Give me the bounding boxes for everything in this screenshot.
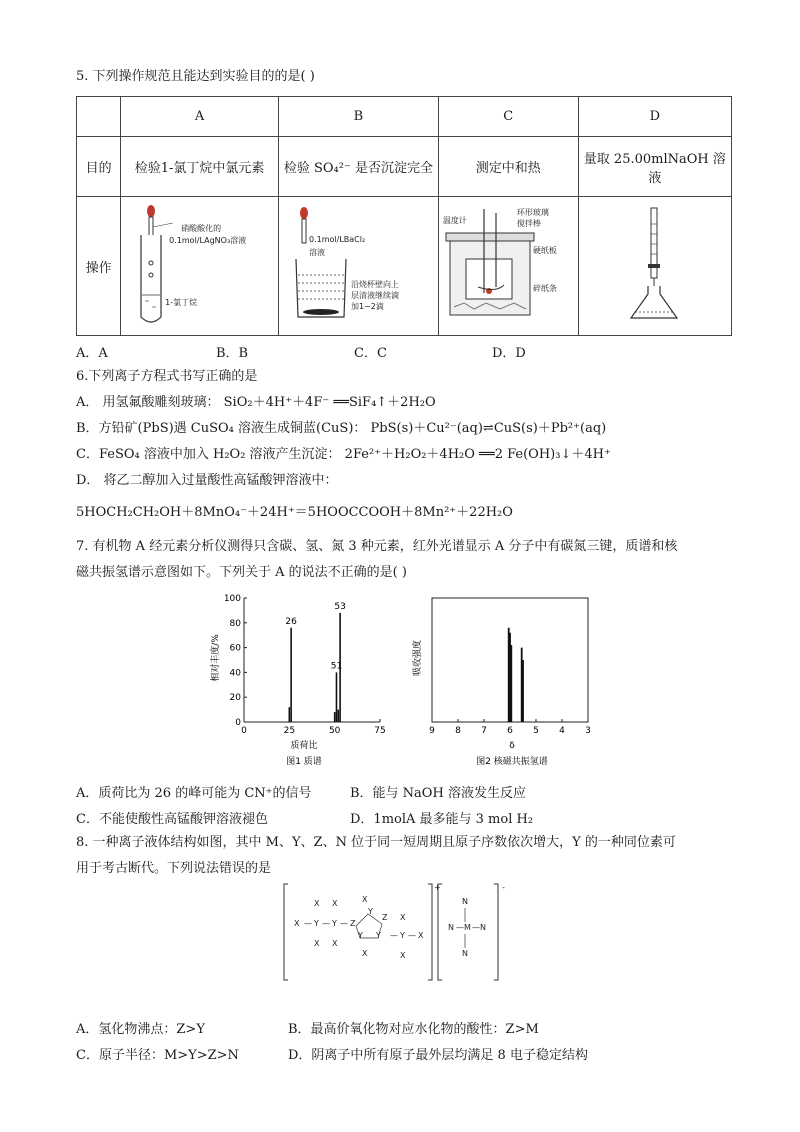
label-b-solution: 溶液	[309, 248, 325, 257]
chart2-x-tick-label: 5	[533, 726, 539, 736]
operation-label: 操作	[77, 197, 121, 336]
chart1-peak-label: 53	[334, 601, 346, 612]
svg-text:X: X	[400, 913, 406, 922]
svg-text:X: X	[314, 939, 320, 948]
q5-option-d: D．D	[492, 346, 526, 361]
chart2-x-tick-label: 9	[429, 726, 435, 736]
q7-stem-line-1: 7. 有机物 A 经元素分析仪测得只含碳、氢、氮 3 种元素，红外光谱显示 A 分子中有碳氮三键，质谱和核	[76, 539, 678, 554]
q5-option-c: C．C	[354, 346, 387, 361]
svg-text:N: N	[462, 897, 468, 906]
mass-spectrum-chart	[204, 588, 394, 768]
svg-text:Y: Y	[332, 919, 337, 928]
q6-option-d: D． 将乙二醇加入过量酸性高锰酸钾溶液中：	[76, 473, 338, 488]
svg-text:—: —	[340, 919, 348, 928]
q6-stem: 6.下列离子方程式书写正确的是	[76, 369, 258, 384]
chart1-y-tick-label: 80	[229, 618, 241, 629]
q7-option-c: C．不能使酸性高锰酸钾溶液褪色	[76, 812, 268, 827]
svg-text:—: —	[322, 919, 330, 928]
svg-text:—: —	[304, 919, 312, 928]
label-c-paper-scraps: 碎纸条	[532, 284, 557, 293]
svg-text:+: +	[434, 883, 441, 892]
q8-option-c: C．原子半径：M>Y>Z>N	[76, 1048, 239, 1063]
svg-text:—: —	[390, 931, 398, 940]
svg-text:X: X	[418, 931, 424, 940]
svg-text:—: —	[456, 923, 464, 932]
svg-text:Z: Z	[382, 913, 388, 922]
label-b-reagent: 0.1mol/LBaCl₂	[309, 235, 366, 244]
svg-text:Y: Y	[400, 931, 405, 940]
q6-option-a: A． 用氢氟酸雕刻玻璃： SiO₂＋4H⁺＋4F⁻ ══SiF₄↑＋2H₂O	[76, 395, 436, 410]
chart1-y-label: 相对丰度/%	[211, 634, 221, 682]
table-header-a: A	[121, 97, 279, 137]
chart1-x-tick-label: 0	[241, 726, 247, 736]
label-a-chlorobutane: 1-氯丁烷	[165, 298, 198, 307]
chart1-x-tick-label: 50	[328, 726, 341, 736]
chart1-y-tick-label: 40	[229, 668, 241, 679]
label-b-step-1: 沿烧杯壁向上	[351, 280, 399, 289]
q7-option-a: A．质荷比为 26 的峰可能为 CN⁺的信号	[76, 786, 312, 801]
label-c-cardboard: 硬纸板	[532, 246, 557, 255]
q8-option-d: D．阴离子中所有原子最外层均满足 8 电子稳定结构	[288, 1048, 588, 1063]
table-header-empty	[77, 97, 121, 137]
q8-stem-line-2: 用于考古断代。下列说法错误的是	[76, 861, 272, 876]
chart1-caption: 图1 质谱	[286, 757, 322, 767]
label-b-step-2: 层清液继续滴	[351, 291, 399, 300]
chart1-y-tick-label: 0	[235, 718, 241, 728]
q7-option-b: B．能与 NaOH 溶液发生反应	[350, 786, 526, 801]
table-header-d: D	[578, 97, 731, 137]
svg-text:X: X	[294, 919, 300, 928]
label-c-thermometer: 温度计	[442, 216, 467, 225]
chart2-x-tick-label: 6	[507, 726, 513, 736]
chart2-x-tick-label: 7	[481, 726, 487, 736]
svg-text:N: N	[462, 949, 468, 958]
operation-d-cell	[578, 197, 731, 336]
q7-stem-line-2: 磁共振氢谱示意图如下。下列关于 A 的说法不正确的是( )	[76, 565, 407, 580]
chart1-peak-label: 26	[285, 616, 297, 627]
purpose-b: 检验 SO₄²⁻ 是否沉淀完全	[279, 137, 439, 197]
test-tube-dropper-illustration	[127, 199, 273, 329]
svg-text:Y: Y	[314, 919, 319, 928]
q6-option-b: B．方铅矿(PbS)遇 CuSO₄ 溶液生成铜蓝(CuS)： PbS(s)＋Cu²⁻(aq)⇌CuS(s)＋Pb²⁺(aq)	[76, 421, 607, 436]
chart1-y-tick-label: 100	[223, 594, 241, 604]
chart2-caption: 图2 核磁共振氢谱	[476, 757, 548, 767]
svg-text:N: N	[448, 923, 454, 932]
svg-text:X: X	[332, 939, 338, 948]
chart2-x-tick-label: 3	[585, 726, 591, 736]
chart1-y-tick-label: 60	[229, 643, 241, 654]
svg-text:-: -	[502, 883, 505, 892]
q5-option-b: B．B	[216, 346, 249, 361]
operation-b-cell	[279, 197, 439, 336]
label-b-step-3: 加1~2滴	[351, 302, 384, 311]
q5-table	[76, 96, 732, 336]
svg-text:Y: Y	[358, 931, 363, 940]
chart1-x-label: 质荷比	[290, 741, 318, 751]
label-a-reagent-1: 硝酸酸化的	[181, 224, 222, 233]
label-c-stirrer-2: 搅拌棒	[516, 219, 541, 228]
svg-text:X: X	[314, 899, 320, 908]
chart1-x-tick-label: 75	[374, 726, 386, 736]
q7-option-d: D．1molA 最多能与 3 mol H₂	[350, 812, 534, 827]
nmr-spectrum-chart	[410, 588, 590, 768]
chart2-x-tick-label: 8	[455, 726, 461, 736]
label-a-reagent-2: 0.1mol/LAgNO₃溶液	[169, 236, 247, 245]
svg-text:M: M	[464, 923, 471, 932]
ionic-liquid-structure	[282, 880, 522, 988]
purpose-c: 测定中和热	[438, 137, 578, 197]
purpose-d: 量取 25.00mlNaOH 溶液	[578, 137, 731, 197]
operation-a-cell	[121, 197, 279, 336]
operation-c-cell	[438, 197, 578, 336]
label-c-stirrer-1: 环形玻璃	[516, 208, 549, 217]
svg-text:X: X	[400, 951, 406, 960]
chart2-x-label: δ	[509, 741, 515, 751]
chart2-x-tick-label: 4	[559, 726, 565, 736]
q8-stem-line-1: 8. 一种离子液体结构如图，其中 M、Y、Z、N 位于同一短周期且原子序数依次增大，Y 的一种同位素可	[76, 835, 676, 850]
svg-text:N: N	[480, 923, 486, 932]
chart1-peak-label: 51	[330, 661, 343, 672]
table-header-c: C	[438, 97, 578, 137]
q5-option-a: A．A	[76, 346, 108, 361]
q6-option-c: C．FeSO₄ 溶液中加入 H₂O₂ 溶液产生沉淀： 2Fe²⁺＋H₂O₂＋4H₂O ══2 Fe(OH)₃↓＋4H⁺	[76, 447, 611, 462]
table-header-b: B	[279, 97, 439, 137]
chart1-x-tick-label: 25	[283, 726, 296, 736]
chart1-y-tick-label: 20	[229, 693, 241, 704]
purpose-a: 检验1-氯丁烷中氯元素	[121, 137, 279, 197]
purpose-label: 目的	[77, 137, 121, 197]
svg-text:Z: Z	[350, 919, 356, 928]
svg-text:—: —	[472, 923, 480, 932]
q5-stem: 5. 下列操作规范且能达到实验目的的是( )	[76, 69, 315, 84]
svg-text:Y: Y	[368, 907, 373, 916]
chart2-y-label: 吸收强度	[413, 639, 423, 677]
q8-option-b: B．最高价氧化物对应水化物的酸性：Z>M	[288, 1022, 539, 1037]
svg-text:X: X	[362, 949, 368, 958]
svg-text:X: X	[362, 895, 368, 904]
svg-text:—: —	[408, 931, 416, 940]
svg-text:X: X	[332, 899, 338, 908]
q8-option-a: A．氢化物沸点：Z>Y	[76, 1022, 205, 1037]
burette-flask-illustration	[615, 204, 695, 324]
svg-text:Y: Y	[376, 931, 381, 940]
q6-option-d-equation: 5HOCH₂CH₂OH＋8MnO₄⁻＋24H⁺＝5HOOCCOOH＋8Mn²⁺＋22H₂O	[76, 505, 513, 520]
